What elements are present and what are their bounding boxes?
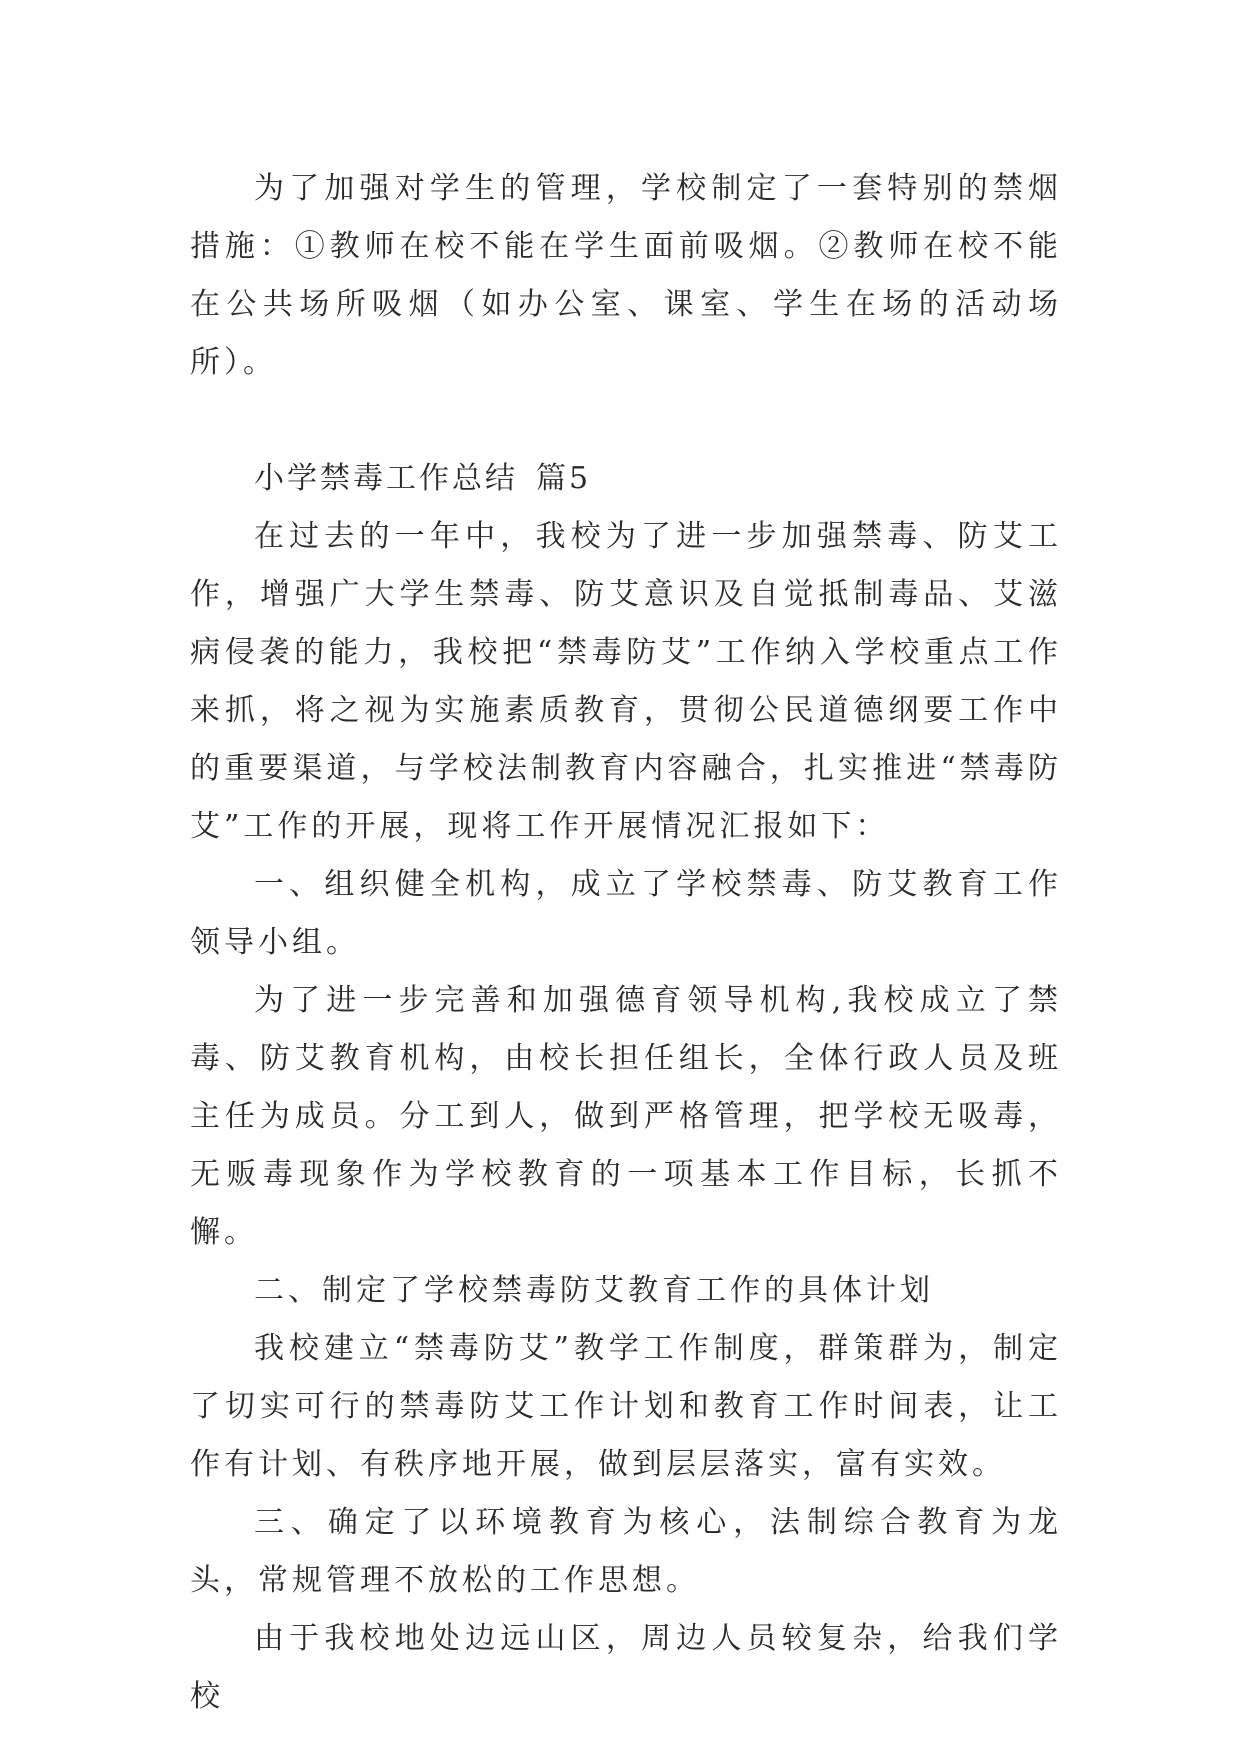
paragraph-smoking-measures: 为了加强对学生的管理，学校制定了一套特别的禁烟措施：①教师在校不能在学生面前吸烟。②教师在校不能在公共场所吸烟（如办公室、课室、学生在场的活动场所）。 <box>190 171 1062 380</box>
section-heading <box>190 450 1062 508</box>
paragraph-item-2-body: 我校建立“禁毒防艾”教学工作制度，群策群为，制定了切实可行的禁毒防艾工作计划和教育工作时间表，让工作有计划、有秩序地开展，做到层层落实，富有实效。 <box>190 1331 1062 1482</box>
paragraph-intro: 在过去的一年中，我校为了进一步加强禁毒、防艾工作，增强广大学生禁毒、防艾意识及自觉抵制毒品、艾滋病侵袭的能力，我校把“禁毒防艾”工作纳入学校重点工作来抓，将之视为实施素质教育，贯彻公民道德纲要工作中的重要渠道，与学校法制教育内容融合，扎实推进“禁毒防艾”工作的开展，现将工作开展情况汇报如下： <box>190 519 1062 844</box>
paragraph-gap <box>190 392 1062 450</box>
document-body <box>190 160 1062 1726</box>
paragraph-item-1-body: 为了进一步完善和加强德育领导机构,我校成立了禁毒、防艾教育机构，由校长担任组长，全体行政人员及班主任为成员。分工到人，做到严格管理，把学校无吸毒，无贩毒现象作为学校教育的一项基本工作目标，长抓不懈。 <box>190 983 1062 1250</box>
section-number: 篇5 <box>536 461 592 496</box>
section-title: 小学禁毒工作总结 <box>254 461 518 496</box>
paragraph-item-3-body: 由于我校地处边远山区，周边人员较复杂，给我们学校 <box>190 1621 1062 1714</box>
paragraph-item-3-title: 三、确定了以环境教育为核心，法制综合教育为龙头，常规管理不放松的工作思想。 <box>190 1505 1062 1598</box>
paragraph-item-2-title: 二、制定了学校禁毒防艾教育工作的具体计划 <box>254 1273 934 1308</box>
paragraph-item-1-title: 一、组织健全机构，成立了学校禁毒、防艾教育工作领导小组。 <box>190 867 1062 960</box>
